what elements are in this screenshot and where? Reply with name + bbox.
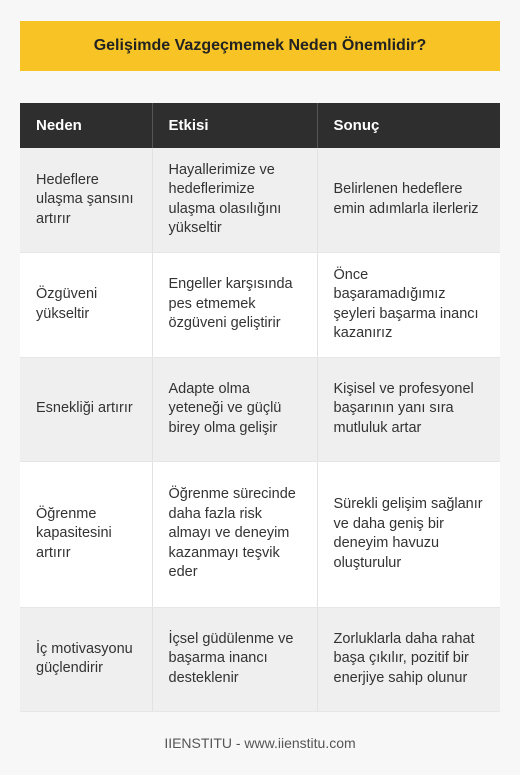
table-row	[20, 148, 500, 252]
cell-sonuc: Belirlenen hedeflere emin adımlarla ilerleriz	[317, 148, 500, 252]
header-neden: Neden	[20, 103, 152, 148]
cell-sonuc: Önce başaramadığımız şeyleri başarma inancı kazanırız	[317, 252, 500, 357]
cell-neden: Esnekliği artırır	[20, 357, 152, 461]
cell-etkisi: İçsel güdülenme ve başarma inancı desteklenir	[152, 607, 317, 711]
header-etkisi: Etkisi	[152, 103, 317, 148]
header-sonuc: Sonuç	[317, 103, 500, 148]
cell-neden: Hedeflere ulaşma şansını artırır	[20, 148, 152, 252]
reasons-table	[20, 103, 500, 712]
table-row	[20, 461, 500, 607]
cell-neden: İç motivasyonu güçlendirir	[20, 607, 152, 711]
cell-sonuc: Zorluklarla daha rahat başa çıkılır, pozitif bir enerjiye sahip olunur	[317, 607, 500, 711]
cell-etkisi: Adapte olma yeteneği ve güçlü birey olma gelişir	[152, 357, 317, 461]
cell-sonuc: Kişisel ve profesyonel başarının yanı sıra mutluluk artar	[317, 357, 500, 461]
table-row	[20, 607, 500, 711]
table-row	[20, 252, 500, 357]
cell-sonuc: Sürekli gelişim sağlanır ve daha geniş bir deneyim havuzu oluşturulur	[317, 461, 500, 607]
cell-etkisi: Engeller karşısında pes etmemek özgüveni geliştirir	[152, 252, 317, 357]
cell-neden: Özgüveni yükseltir	[20, 252, 152, 357]
cell-neden: Öğrenme kapasitesini artırır	[20, 461, 152, 607]
cell-etkisi: Hayallerimize ve hedeflerimize ulaşma olasılığını yükseltir	[152, 148, 317, 252]
table-row	[20, 357, 500, 461]
page-title: Gelişimde Vazgeçmemek Neden Önemlidir?	[93, 37, 427, 54]
title-banner	[20, 21, 500, 71]
footer-credit: IIENSTITU - www.iienstitu.com	[164, 735, 356, 751]
table-header-row	[20, 103, 500, 148]
cell-etkisi: Öğrenme sürecinde daha fazla risk almayı ve deneyim kazanmayı teşvik eder	[152, 461, 317, 607]
